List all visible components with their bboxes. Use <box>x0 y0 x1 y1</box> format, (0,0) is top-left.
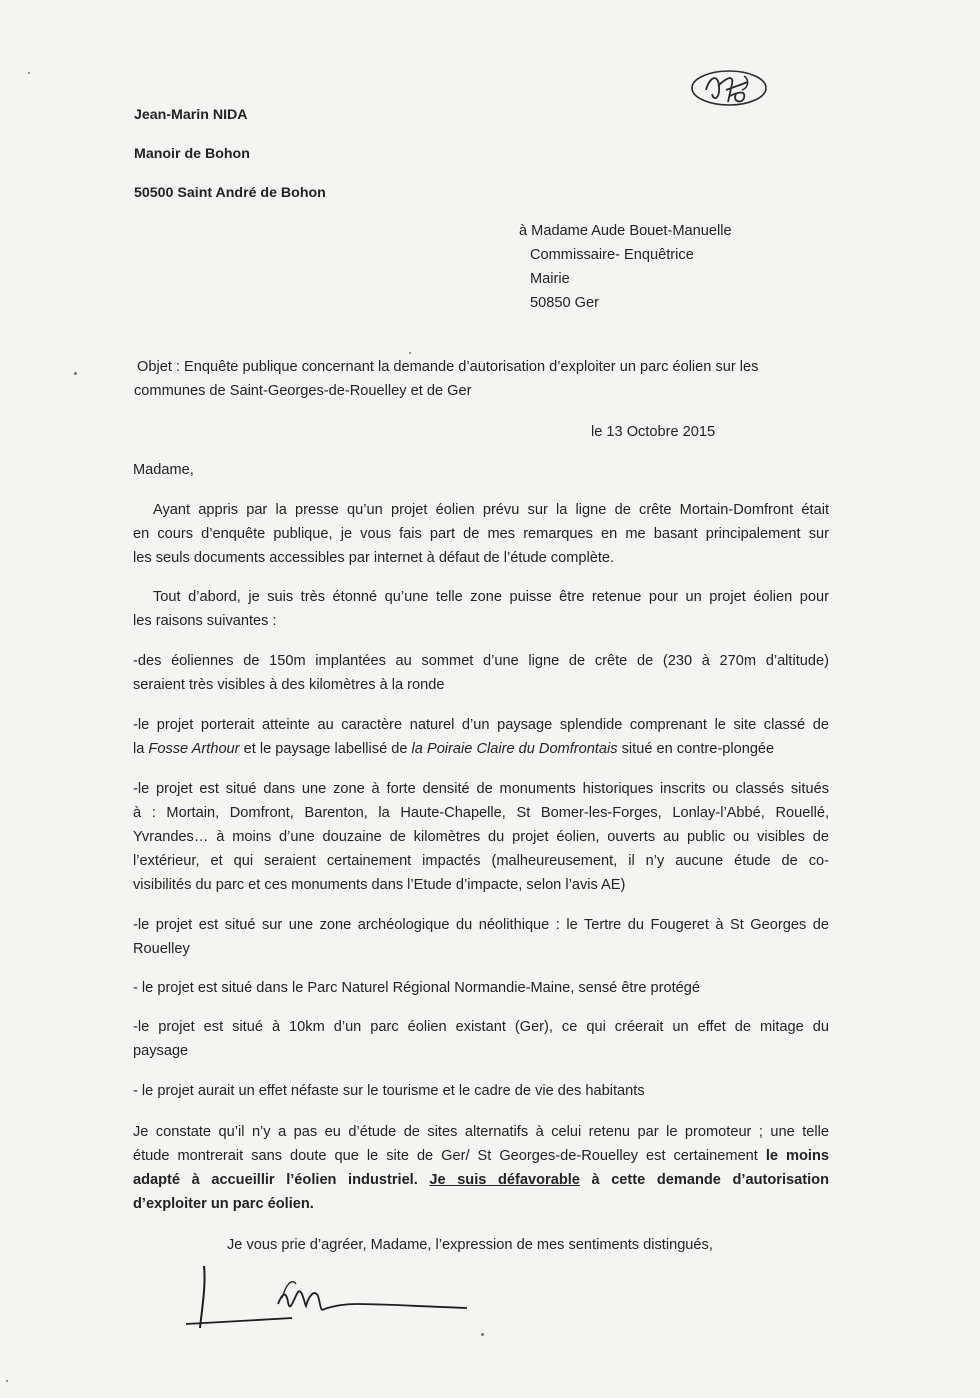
signature-icon <box>182 1258 472 1348</box>
sender-name: Jean-Marin NIDA <box>134 107 248 123</box>
item-3-line-3: Yvrandes… à moins d’une douzaine de kilomètres du projet éolien, ouverts au public ou visibles de <box>133 829 829 845</box>
conclusion-line-4: d’exploiter un parc éolien. <box>133 1196 314 1212</box>
sender-address-line-2: 50500 Saint André de Bohon <box>134 185 326 201</box>
item-2-site-poiraie: la Poiraie Claire du Domfrontais <box>411 741 618 757</box>
item-6-line-1: -le projet est situé à 10km d’un parc éolien existant (Ger), ce qui créerait un effet de mitage du <box>133 1019 829 1035</box>
item-2-site-fosse-arthour: Fosse Arthour <box>148 741 240 757</box>
initials-stamp-icon <box>688 68 770 110</box>
recipient-line-1: à Madame Aude Bouet-Manuelle <box>519 223 732 239</box>
paragraph-1-line-1: Ayant appris par la presse qu’un projet éolien prévu sur la ligne de crête Mortain-Domfront était <box>153 502 829 518</box>
subject-line-1: Objet : Enquête publique concernant la demande d’autorisation d’exploiter un parc éolien sur les <box>137 359 759 375</box>
item-2-line-2 <box>133 739 774 759</box>
item-5-line-1: - le projet est situé dans le Parc Naturel Régional Normandie-Maine, sensé être protégé <box>133 980 701 996</box>
conclusion-line-2-bold: le moins <box>765 1148 830 1164</box>
scan-speck <box>481 1333 484 1336</box>
sender-address-line-1: Manoir de Bohon <box>134 146 250 162</box>
scan-speck <box>6 1380 8 1382</box>
item-4-line-1: -le projet est situé sur une zone archéologique du néolithique : le Tertre du Fougeret à St Georges de <box>133 917 829 933</box>
recipient-line-4: 50850 Ger <box>530 295 599 311</box>
paragraph-1-line-2: en cours d’enquête publique, je vous fais part de mes remarques en me basant principalement sur <box>133 526 829 542</box>
closing-formula: Je vous prie d’agréer, Madame, l’expression de mes sentiments distingués, <box>227 1237 713 1253</box>
item-2-line-1: -le projet porterait atteinte au caractère naturel d’un paysage splendide comprenant le site classé de <box>133 717 829 733</box>
item-2-text-e: situé en contre-plongée <box>617 741 775 757</box>
salutation: Madame, <box>133 462 194 478</box>
item-1-line-2: seraient très visibles à des kilomètres à la ronde <box>133 677 445 693</box>
item-1-line-1: -des éoliennes de 150m implantées au sommet d’une ligne de crête de (230 à 270m d’altitude) <box>133 653 829 669</box>
recipient-line-2: Commissaire- Enquêtrice <box>530 247 694 263</box>
item-2-text-c: et le paysage labellisé de <box>239 741 412 757</box>
paragraph-1-line-3: les seuls documents accessibles par internet à défaut de l’étude complète. <box>133 550 615 566</box>
item-6-line-2: paysage <box>133 1043 189 1059</box>
item-3-line-1: -le projet est situé dans une zone à forte densité de monuments historiques inscrits ou classés situés <box>133 781 829 797</box>
item-3-line-5: visibilités du parc et ces monuments dans l’Etude d’impacte, selon l’avis AE) <box>133 877 626 893</box>
scan-speck <box>74 372 77 375</box>
conclusion-opinion-underlined: Je suis défavorable <box>429 1172 580 1188</box>
letter-date: le 13 Octobre 2015 <box>591 424 716 440</box>
scan-speck <box>409 352 411 354</box>
paragraph-2-line-2: les raisons suivantes : <box>133 613 277 629</box>
subject-line-2: communes de Saint-Georges-de-Rouelley et de Ger <box>134 383 472 399</box>
item-2-text-a: la <box>133 741 149 757</box>
paragraph-2-line-1: Tout d’abord, je suis très étonné qu’une telle zone puisse être retenue pour un projet éolien pour <box>153 589 829 605</box>
recipient-line-3: Mairie <box>530 271 570 287</box>
scan-speck <box>28 72 30 74</box>
conclusion-line-3 <box>133 1170 829 1190</box>
item-4-line-2: Rouelley <box>133 941 190 957</box>
conclusion-line-2 <box>133 1146 829 1166</box>
conclusion-line-3-text: adapté à accueillir l’éolien industriel. <box>133 1172 430 1188</box>
conclusion-line-1: Je constate qu’il n’y a pas eu d’étude de sites alternatifs à celui retenu par le promoteur ; une telle <box>133 1124 829 1140</box>
conclusion-line-3-end: à cette demande d’autorisation <box>579 1172 829 1188</box>
conclusion-line-2-text: étude montrerait sans doute que le site de Ger/ St Georges-de-Rouelley est certainement <box>133 1148 766 1164</box>
item-3-line-2: à : Mortain, Domfront, Barenton, la Haute-Chapelle, St Bomer-les-Forges, Lonlay-l’Abbé, Rouellé, <box>133 805 829 821</box>
item-7-line-1: - le projet aurait un effet néfaste sur le tourisme et le cadre de vie des habitants <box>133 1083 645 1099</box>
item-3-line-4: l’extérieur, et qui seraient certainement impactés (malheureusement, il n’y aucune étude de co- <box>133 853 829 869</box>
